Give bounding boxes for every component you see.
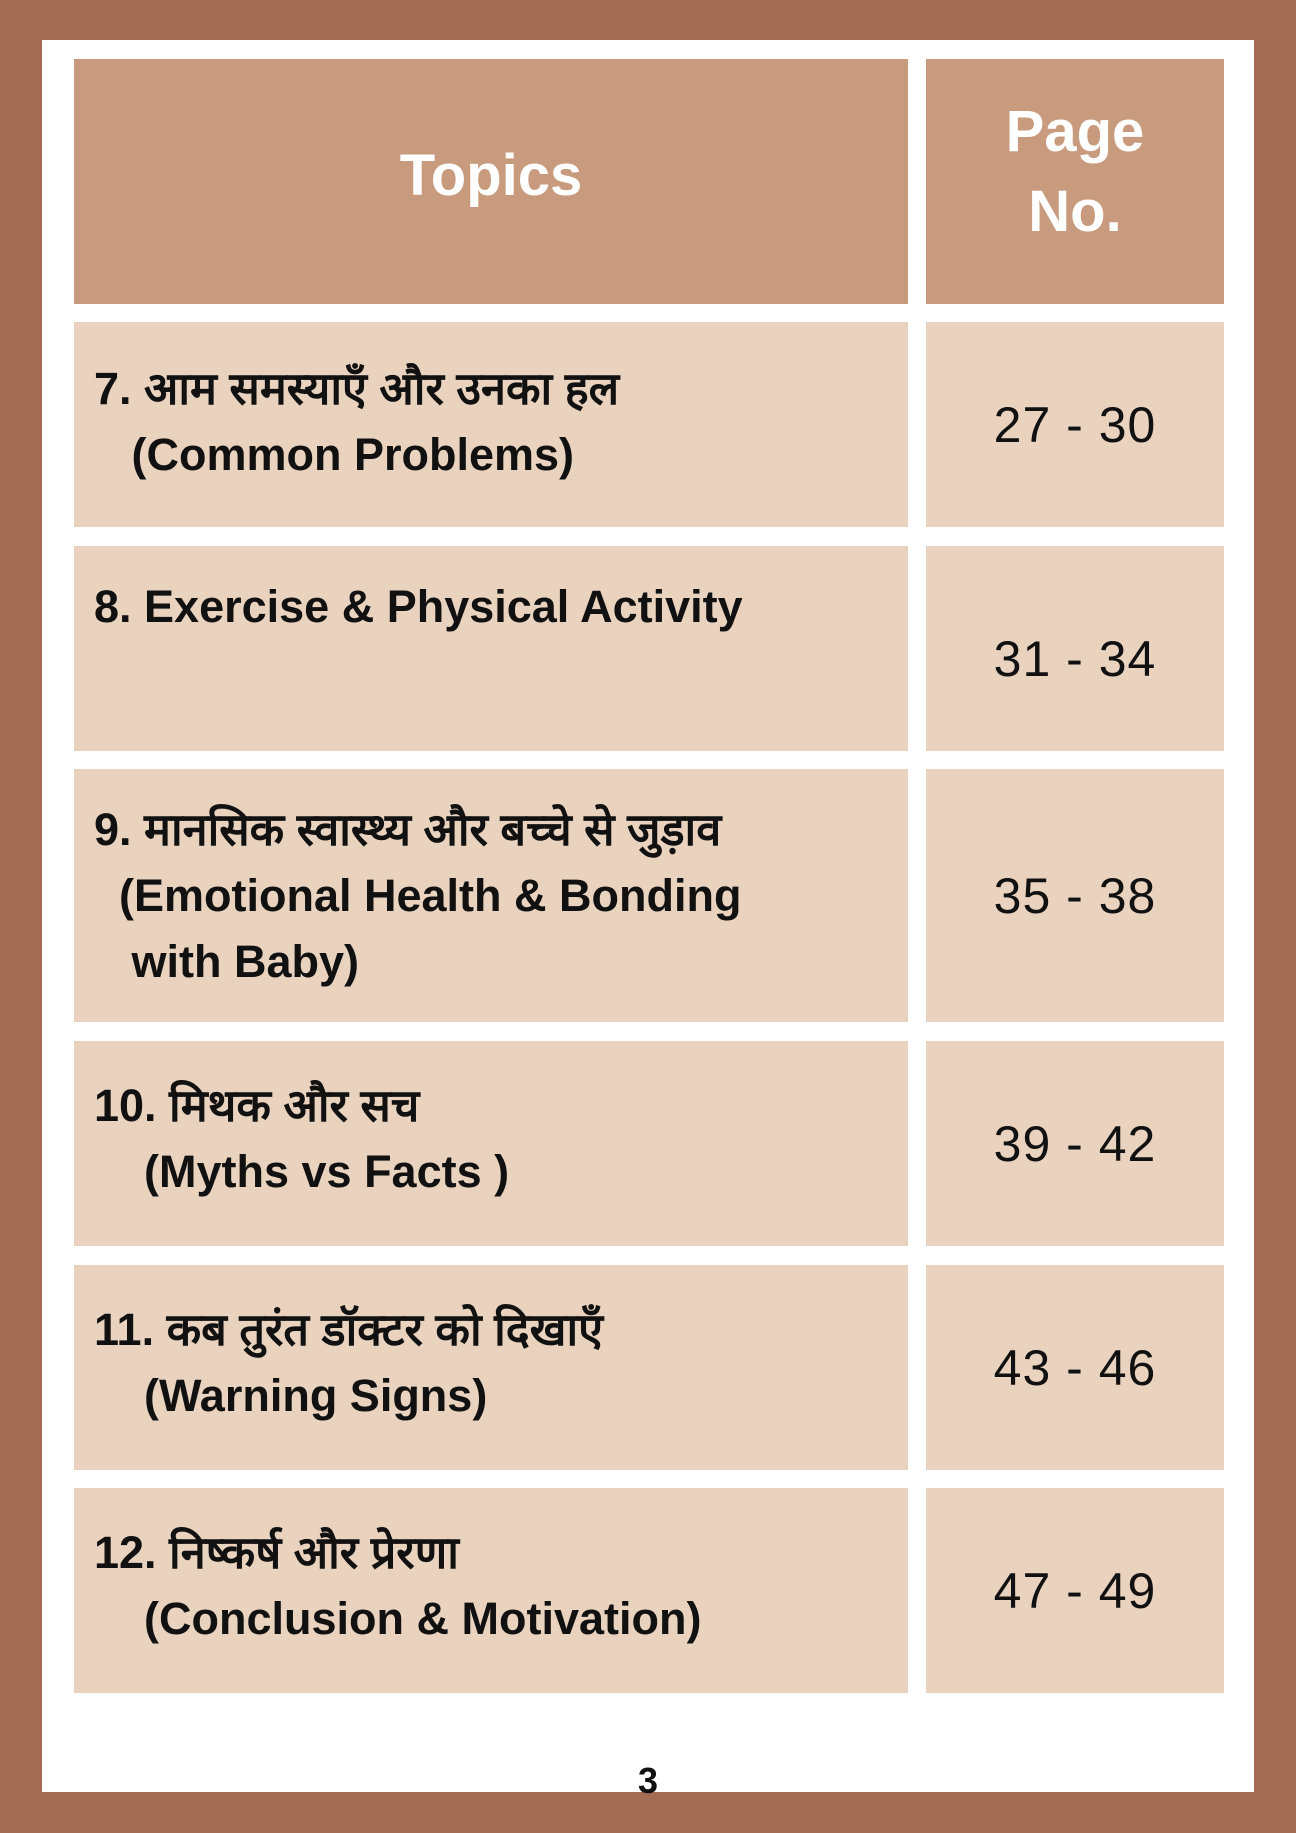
pages-11: 43 - 46 [993,1339,1157,1396]
pages-cell-12 [926,1488,1224,1693]
header-page-label-line1: Page [1005,98,1145,164]
topic-8-title: 8. Exercise & Physical Activity [94,581,743,632]
pages-cell-11 [926,1265,1224,1470]
topic-cell-10 [74,1041,908,1246]
pages-10: 39 - 42 [993,1115,1157,1172]
topic-9-title: 9. मानसिक स्वास्थ्य और बच्चे से जुड़ाव [94,804,722,855]
header-topics-cell [74,59,908,304]
pages-cell-10 [926,1041,1224,1246]
pages-12: 47 - 49 [993,1562,1157,1619]
header-topics-label: Topics [399,143,583,208]
topic-cell-12 [74,1488,908,1693]
topic-7-subtitle: (Common Problems) [94,429,575,480]
topic-12-subtitle: (Conclusion & Motivation) [94,1593,702,1644]
topic-cell-11 [74,1265,908,1470]
topic-10-title: 10. मिथक और सच [94,1080,420,1131]
topic-cell-9 [74,769,908,1022]
topic-12-title: 12. निष्कर्ष और प्रेरणा [94,1527,459,1578]
topic-cell-7 [74,322,908,527]
pages-9: 35 - 38 [993,867,1157,924]
topic-10-subtitle: (Myths vs Facts ) [94,1146,510,1197]
pages-8: 31 - 34 [993,630,1157,687]
topic-cell-8 [74,546,908,751]
topic-9-subtitle-1: (Emotional Health & Bonding [94,870,742,921]
pages-cell-9 [926,769,1224,1022]
toc-page [42,40,1254,1801]
topic-11-subtitle: (Warning Signs) [94,1370,488,1421]
header-page-label-line2: No. [1028,178,1122,244]
page-number: 3 [637,1760,659,1801]
pages-cell-8 [926,546,1224,751]
topic-7-title: 7. आम समस्याएँ और उनका हल [94,363,620,414]
topic-11-title: 11. कब तुरंत डॉक्टर को दिखाएँ [94,1304,604,1355]
topic-9-subtitle-2: with Baby) [94,936,360,987]
header-page-cell [926,59,1224,304]
pages-7: 27 - 30 [993,396,1157,453]
pages-cell-7 [926,322,1224,527]
